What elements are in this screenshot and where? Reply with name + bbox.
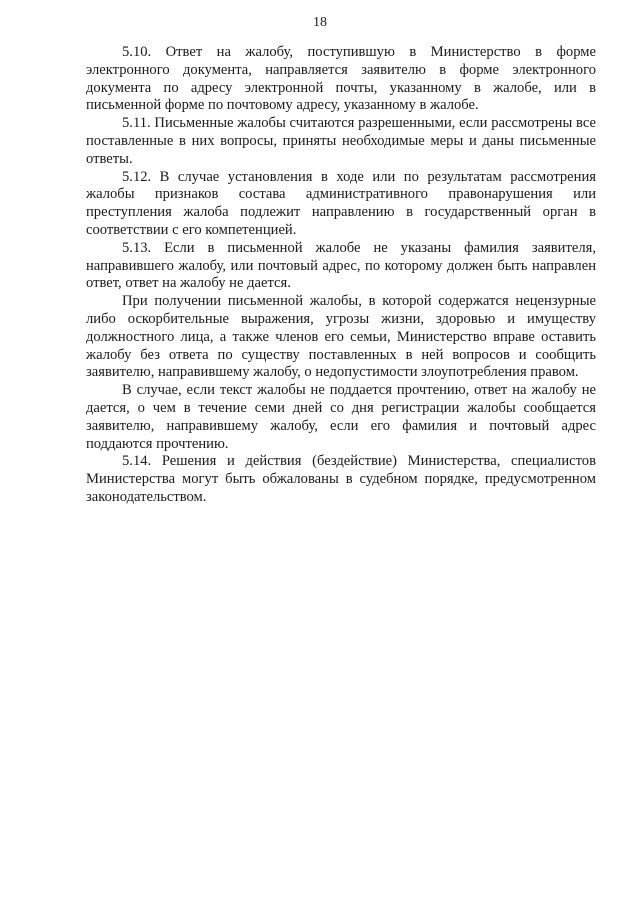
document-body <box>86 44 596 507</box>
paragraph-obscene-complaint: При получении письменной жалобы, в которой содержатся нецензурные либо оскорбительные выражения, угрозы жизни, здоровью и имуществу должностного лица, а также членов его семьи, Министерство вправе оставить жалобу без ответа по существу поставленных в ней вопросов и сообщить заявителю, направившему жалобу, о недопустимости злоупотребления правом. <box>86 293 596 381</box>
paragraph-5-10: 5.10. Ответ на жалобу, поступившую в Министерство в форме электронного документа, направляется заявителю в форме электронного документа по адресу электронной почты, указанному в жалобе, или в письменной форме по почтовому адресу, указанному в жалобе. <box>86 44 596 114</box>
paragraph-5-12: 5.12. В случае установления в ходе или по результатам рассмотрения жалобы признаков состава административного правонарушения или преступления жалоба подлежит направлению в государственный орган в соответствии с его компетенцией. <box>86 168 596 238</box>
paragraph-5-13: 5.13. Если в письменной жалобе не указаны фамилия заявителя, направившего жалобу, или почтовый адрес, по которому должен быть направлен ответ, ответ на жалобу не дается. <box>86 239 596 292</box>
paragraph-5-11: 5.11. Письменные жалобы считаются разрешенными, если рассмотрены все поставленные в них вопросы, приняты необходимые меры и даны письменные ответы. <box>86 115 596 167</box>
paragraph-unreadable-complaint: В случае, если текст жалобы не поддается прочтению, ответ на жалобу не дается, о чем в течение семи дней со дня регистрации жалобы сообщается заявителю, направившему жалобу, если его фамилия и почтовый адрес поддаются прочтению. <box>86 382 596 452</box>
page-number: 18 <box>313 15 327 30</box>
paragraph-5-14: 5.14. Решения и действия (бездействие) Министерства, специалистов Министерства могут быть обжалованы в судебном порядке, предусмотренном законодательством. <box>86 453 596 505</box>
